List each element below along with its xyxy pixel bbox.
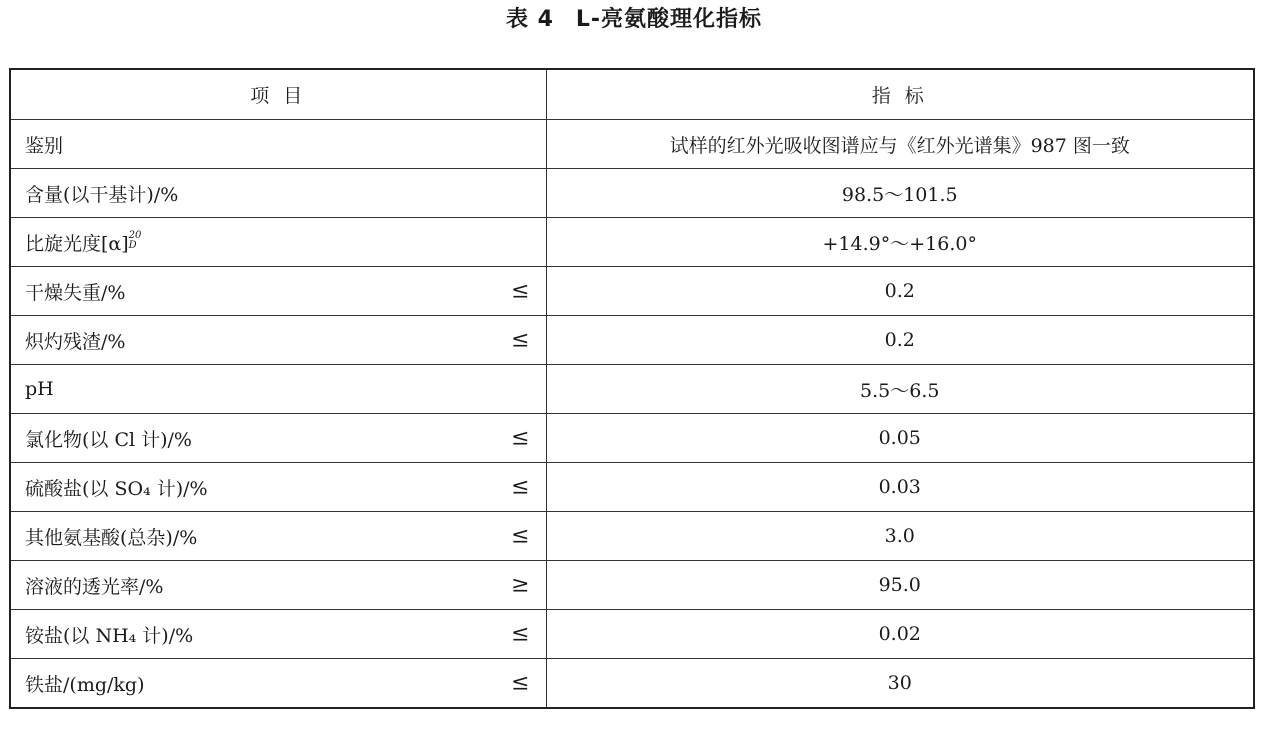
- header-item: 项 目: [10, 69, 546, 120]
- item-cell: [10, 218, 546, 267]
- table-row: [10, 267, 1254, 316]
- value-cell: +14.9°～+16.0°: [546, 218, 1254, 267]
- comparison-sign: ≤: [511, 425, 530, 451]
- temperature-superscript: 20: [128, 229, 142, 241]
- item-label: 氯化物(以 Cl 计)/%: [25, 428, 192, 451]
- comparison-sign: ≥: [511, 572, 530, 598]
- table-row: [10, 365, 1254, 414]
- properties-table: [9, 68, 1255, 709]
- sodium-d-subscript: D: [128, 239, 137, 251]
- value-cell: 0.03: [546, 463, 1254, 512]
- item-label: 干燥失重/%: [25, 281, 126, 304]
- item-cell: [10, 365, 546, 414]
- table-row: [10, 414, 1254, 463]
- item-label: 炽灼残渣/%: [25, 330, 126, 353]
- comparison-sign: ≤: [511, 327, 530, 353]
- header-index: 指 标: [546, 69, 1254, 120]
- table-row: [10, 316, 1254, 365]
- value-cell: 0.2: [546, 316, 1254, 365]
- table-caption: L-亮氨酸理化指标: [575, 7, 763, 32]
- comparison-sign: ≤: [511, 474, 530, 500]
- item-cell: [10, 316, 546, 365]
- table-row: [10, 512, 1254, 561]
- item-cell: [10, 610, 546, 659]
- table-row: [10, 659, 1254, 709]
- item-label: pH: [25, 378, 54, 400]
- table-row: [10, 561, 1254, 610]
- item-label: 其他氨基酸(总杂)/%: [25, 526, 198, 549]
- table-row: [10, 610, 1254, 659]
- value-cell: 5.5～6.5: [546, 365, 1254, 414]
- item-cell: [10, 414, 546, 463]
- item-label: 鉴别: [25, 134, 64, 157]
- item-cell: [10, 561, 546, 610]
- item-label: 比旋光度[α]: [25, 232, 129, 255]
- item-cell: [10, 463, 546, 512]
- item-label: 铵盐(以 NH₄ 计)/%: [25, 624, 194, 647]
- item-cell: [10, 169, 546, 218]
- item-label: 硫酸盐(以 SO₄ 计)/%: [25, 477, 208, 500]
- item-cell: [10, 120, 546, 169]
- item-label: 溶液的透光率/%: [25, 575, 164, 598]
- item-cell: [10, 659, 546, 709]
- item-label: 铁盐/(mg/kg): [25, 673, 145, 696]
- value-cell: 95.0: [546, 561, 1254, 610]
- value-cell: 试样的红外光吸收图谱应与《红外光谱集》987 图一致: [546, 120, 1254, 169]
- value-cell: 0.05: [546, 414, 1254, 463]
- value-cell: 3.0: [546, 512, 1254, 561]
- value-cell: 30: [546, 659, 1254, 709]
- table-row: [10, 463, 1254, 512]
- table-row: [10, 169, 1254, 218]
- comparison-sign: ≤: [511, 523, 530, 549]
- comparison-sign: ≤: [511, 278, 530, 304]
- table-title: [0, 2, 1268, 38]
- table-row: [10, 120, 1254, 169]
- rotation-notation: [129, 231, 142, 251]
- header-row: [10, 69, 1254, 120]
- table-row: [10, 218, 1254, 267]
- value-cell: 0.2: [546, 267, 1254, 316]
- item-cell: [10, 267, 546, 316]
- item-cell: [10, 512, 546, 561]
- value-cell: 98.5～101.5: [546, 169, 1254, 218]
- comparison-sign: ≤: [511, 621, 530, 647]
- item-label: 含量(以干基计)/%: [25, 183, 179, 206]
- value-cell: 0.02: [546, 610, 1254, 659]
- comparison-sign: ≤: [511, 670, 530, 696]
- table-number: 表 4: [505, 7, 554, 32]
